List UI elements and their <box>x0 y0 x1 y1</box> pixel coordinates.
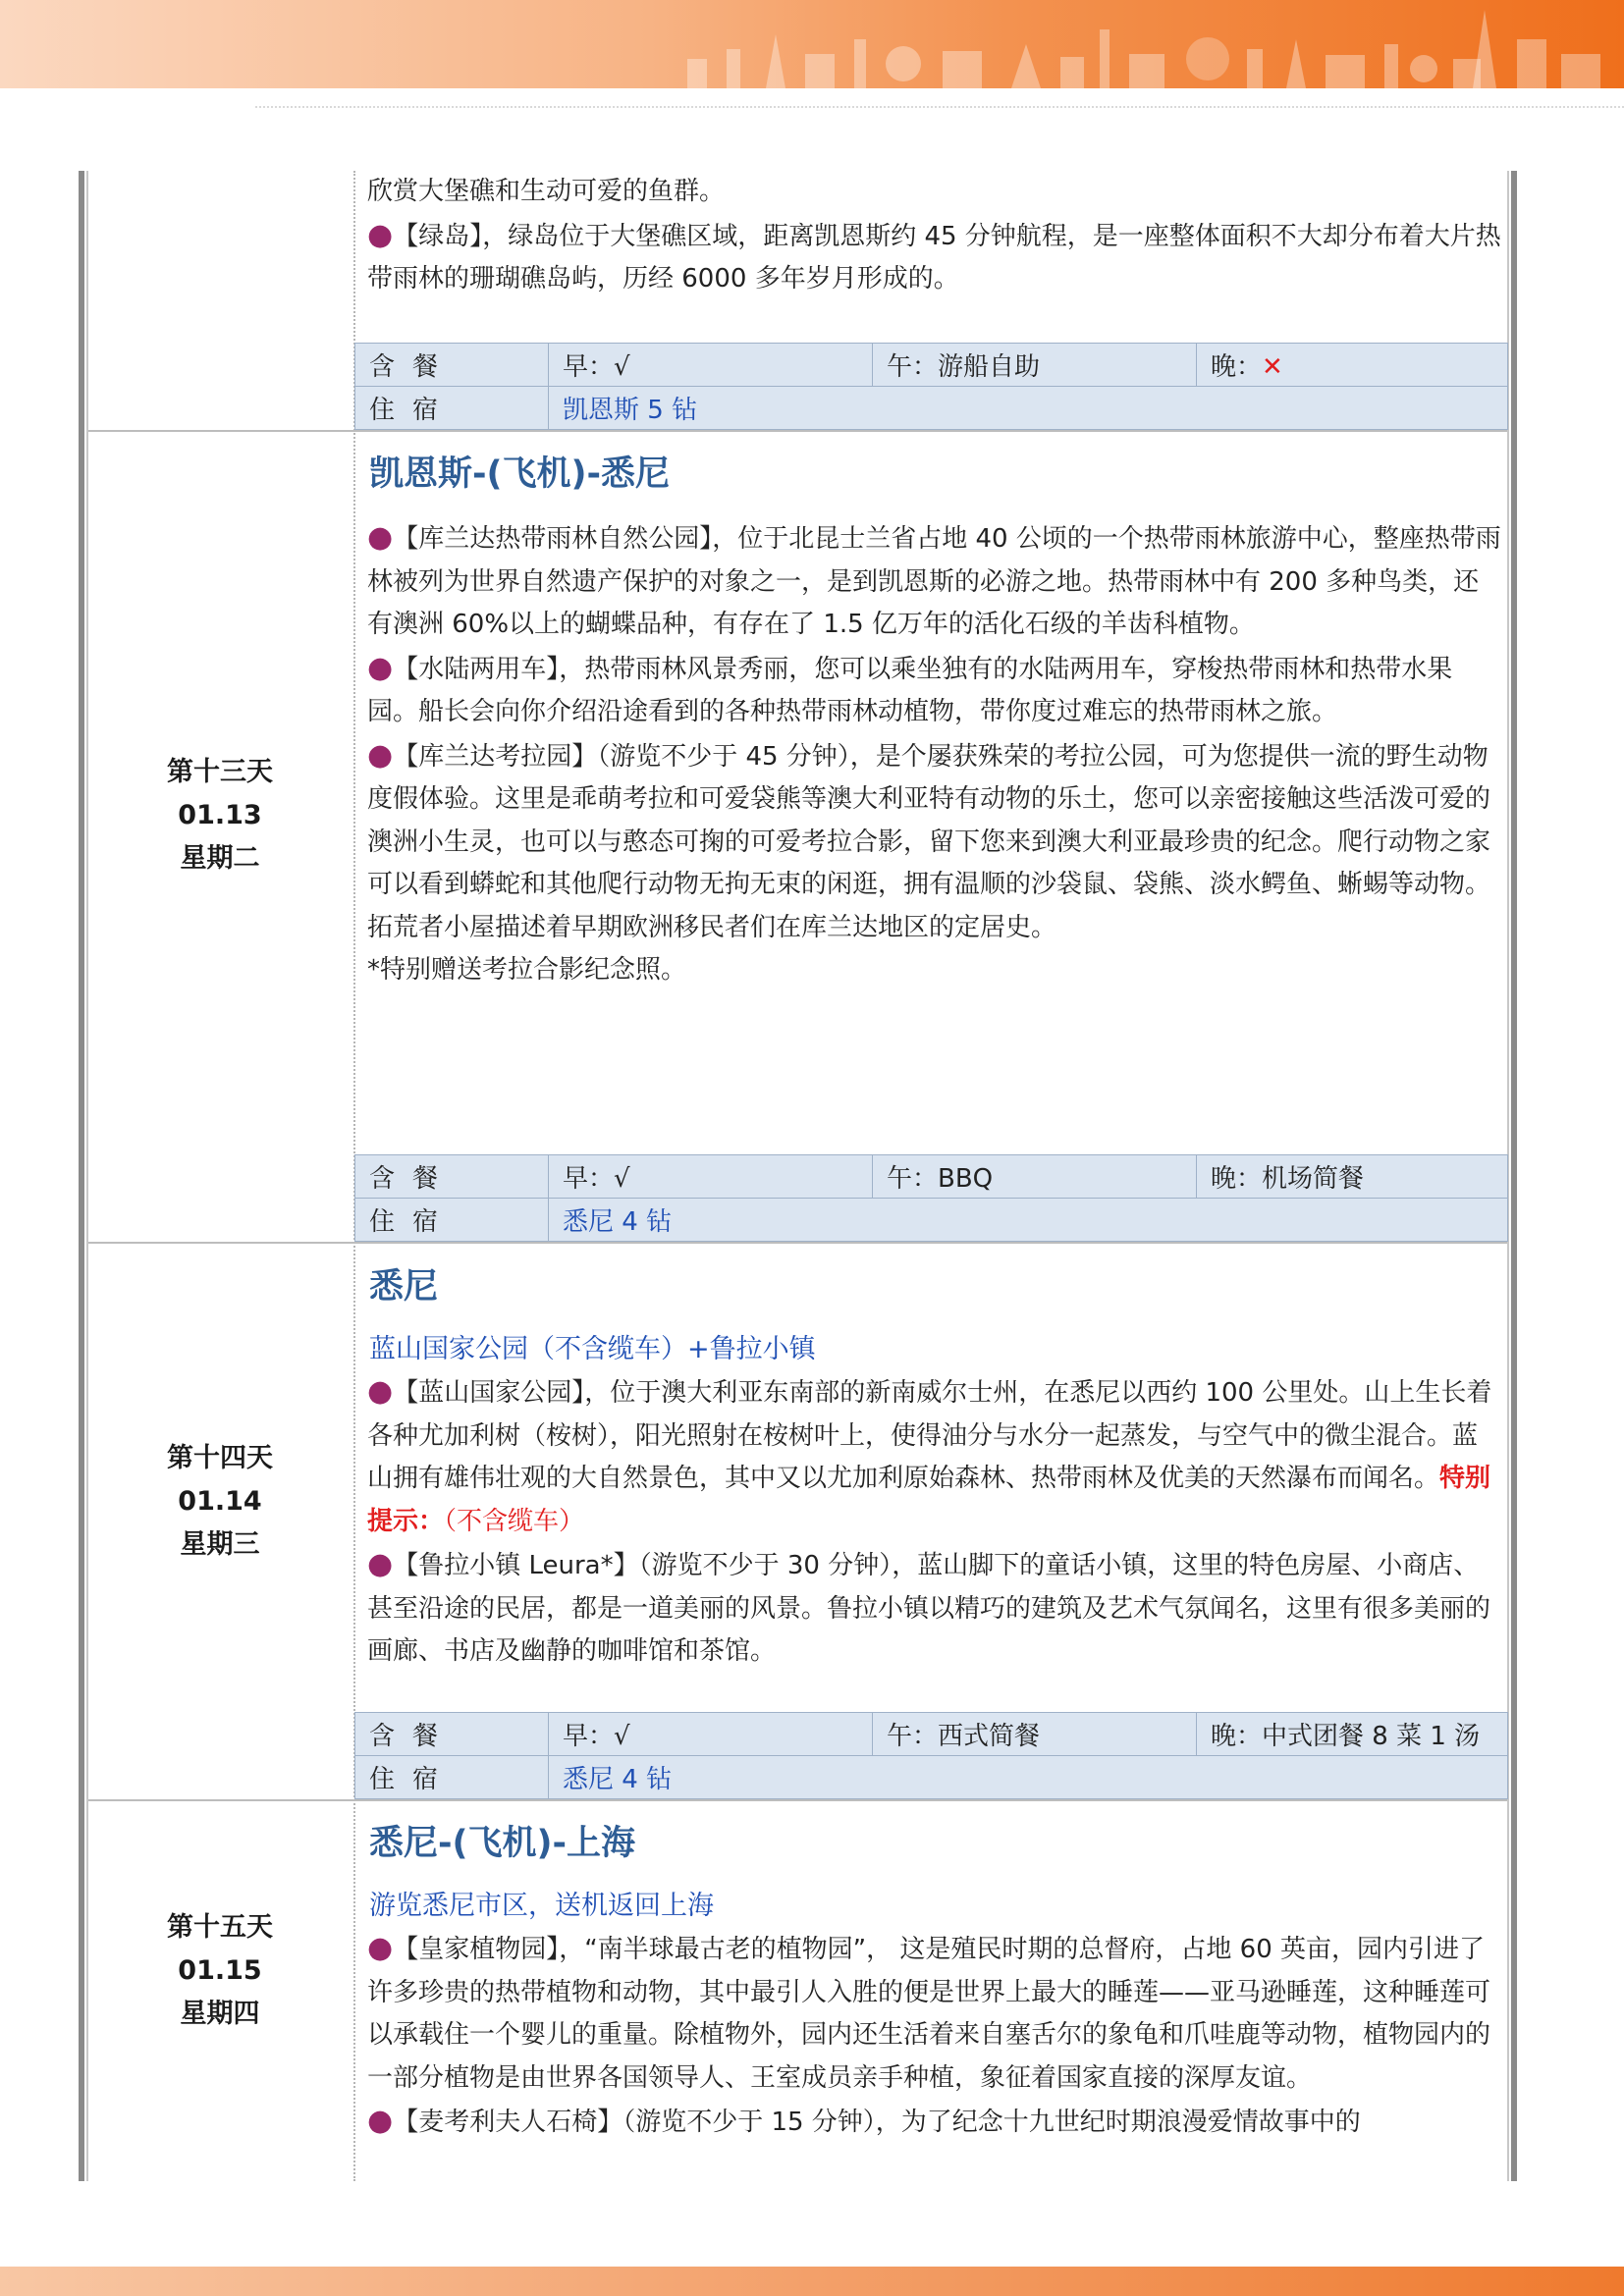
paragraph: 【库兰达热带雨林自然公园】，位于北昆士兰省占地 40 公顷的一个热带雨林旅游中心，整座热带雨林被列为世界自然遗产保护的对象之一，是到凯恩斯的必游之地。热带雨林中有 200 多种鸟类，还有澳洲 60%以上的蝴蝶品种，有存在了 1.5 亿万年的活化石级的羊齿科植物。 <box>367 524 1501 639</box>
hotel-label: 住宿 <box>355 1756 549 1799</box>
cross-icon: ✕ <box>1262 352 1283 382</box>
day-weekday: 星期三 <box>180 1529 260 1560</box>
meal-label: 含餐 <box>355 1713 549 1756</box>
bullet-dot-icon: ● <box>367 1547 394 1581</box>
bullet-dot-icon: ● <box>367 217 394 252</box>
note: *特别赠送考拉合影纪念照。 <box>367 955 687 985</box>
bullet-dot-icon: ● <box>367 650 394 685</box>
lunch-cell: 午：西式简餐 <box>873 1713 1197 1756</box>
frame-inner-line <box>86 171 88 2181</box>
day-number: 第十四天 <box>167 1443 273 1473</box>
day14-label <box>88 1437 352 1567</box>
day-number: 第十五天 <box>167 1912 273 1943</box>
breakfast-cell: 早：√ <box>549 344 873 387</box>
breakfast-cell: 早：√ <box>549 1155 873 1199</box>
day-date: 01.13 <box>178 800 262 830</box>
hotel-row <box>355 1199 1508 1242</box>
city-skyline-decoration <box>0 0 1624 88</box>
day-date: 01.15 <box>178 1955 262 1986</box>
hotel-value: 悉尼 4 钻 <box>549 1756 1508 1799</box>
meal-label: 含餐 <box>355 1155 549 1199</box>
day12-line: 欣赏大堡礁和生动可爱的鱼群。 <box>367 177 726 206</box>
day13-label <box>88 751 352 881</box>
day14-title: 悉尼 <box>369 1267 439 1307</box>
row-separator <box>88 1242 1507 1244</box>
meal-label: 含餐 <box>355 344 549 387</box>
hotel-value: 凯恩斯 5 钻 <box>549 387 1508 430</box>
bullet-dot-icon: ● <box>367 520 394 555</box>
hotel-row <box>355 387 1508 430</box>
breakfast-cell: 早：√ <box>549 1713 873 1756</box>
day12-meal-table <box>354 343 1508 430</box>
bullet-dot-icon: ● <box>367 1374 394 1409</box>
bullet-dot-icon: ● <box>367 737 394 773</box>
paragraph: 【蓝山国家公园】，位于澳大利亚东南部的新南威尔士州，在悉尼以西约 100 公里处。山上生长着各种尤加利树（桉树），阳光照射在桉树叶上，使得油分与水分一起蒸发，与空气中的微尘混合。蓝山拥有雄伟壮观的大自然景色，其中又以尤加利原始森林、热带雨林及优美的天然瀑布而闻名。 <box>367 1378 1492 1493</box>
bullet-dot-icon: ● <box>367 1931 394 1965</box>
day-weekday: 星期四 <box>180 1999 260 2029</box>
day12-content <box>367 171 1502 301</box>
day15-title: 悉尼-(飞机)-上海 <box>369 1824 636 1863</box>
paragraph: 【皇家植物园】，“南半球最古老的植物园”， 这是殖民时期的总督府，占地 60 英亩，园内引进了许多珍贵的热带植物和动物，其中最引人入胜的便是世界上最大的睡莲——亚马逊睡莲，这种睡莲可以承载住一个婴儿的重量。除植物外，园内还生活着来自塞舌尔的象龟和爪哇鹿等动物，植物园内的一部分植物是由世界各国领导人、王室成员亲手种植，象征着国家直接的深厚友谊。 <box>367 1935 1491 2093</box>
lunch-cell: 午：游船自助 <box>873 344 1197 387</box>
day-date: 01.14 <box>178 1486 262 1517</box>
paragraph: 【水陆两用车】，热带雨林风景秀丽，您可以乘坐独有的水陆两用车，穿梭热带雨林和热带水果园。船长会向你介绍沿途看到的各种热带雨林动植物，带你度过难忘的热带雨林之旅。 <box>367 654 1453 726</box>
day13-meal-table <box>354 1154 1508 1242</box>
hotel-label: 住宿 <box>355 387 549 430</box>
day14-content <box>367 1370 1502 1674</box>
hotel-row <box>355 1756 1508 1799</box>
dinner-cell: 晚：中式团餐 8 菜 1 汤 <box>1197 1713 1508 1756</box>
header-dotted-rule <box>255 106 1624 108</box>
day14-meal-table <box>354 1712 1508 1799</box>
dinner-prefix: 晚： <box>1211 352 1263 382</box>
bullet-dot-icon: ● <box>367 2104 394 2138</box>
day-number: 第十三天 <box>167 757 273 787</box>
day-weekday: 星期二 <box>180 843 260 874</box>
meal-row <box>355 1155 1508 1199</box>
day14-subtitle: 蓝山国家公园（不含缆车）+鲁拉小镇 <box>369 1334 816 1364</box>
footer-band <box>0 2267 1624 2296</box>
day15-content <box>367 1927 1502 2181</box>
paragraph: 【鲁拉小镇 Leura*】（游览不少于 30 分钟），蓝山脚下的童话小镇，这里的特色房屋、小商店、甚至沿途的民居，都是一道美丽的风景。鲁拉小镇以精巧的建筑及艺术气氛闻名，这里有很多美丽的画廊、书店及幽静的咖啡馆和茶馆。 <box>367 1551 1491 1666</box>
tip-label: 特别提示： <box>367 1464 1491 1536</box>
hotel-value: 悉尼 4 钻 <box>549 1199 1508 1242</box>
hotel-label: 住宿 <box>355 1199 549 1242</box>
meal-row <box>355 344 1508 387</box>
row-separator <box>88 1799 1507 1801</box>
day15-label <box>88 1906 352 2036</box>
meal-row <box>355 1713 1508 1756</box>
lunch-cell: 午：BBQ <box>873 1155 1197 1199</box>
dinner-cell: 晚：机场简餐 <box>1197 1155 1508 1199</box>
paragraph: 【库兰达考拉园】（游览不少于 45 分钟），是个屡获殊荣的考拉公园，可为您提供一流的野生动物度假体验。这里是乖萌考拉和可爱袋熊等澳大利亚特有动物的乐土，您可以亲密接触这些活泼可爱的澳洲小生灵，也可以与憨态可掬的可爱考拉合影，留下您来到澳大利亚最珍贵的纪念。爬行动物之家可以看到蟒蛇和其他爬行动物无拘无束的闲逛，拥有温顺的沙袋鼠、袋熊、淡水鳄鱼、蜥蜴等动物。拓荒者小屋描述着早期欧洲移民者们在库兰达地区的定居史。 <box>367 741 1491 942</box>
tip-text: （不含缆车） <box>444 1506 585 1536</box>
dinner-cell <box>1197 344 1508 387</box>
paragraph: 【麦考利夫人石椅】（游览不少于 15 分钟），为了纪念十九世纪时期浪漫爱情故事中的 <box>393 2108 1361 2137</box>
day12-line: 【绿岛】，绿岛位于大堡礁区域，距离凯恩斯约 45 分钟航程，是一座整体面积不大却分布着大片热带雨林的珊瑚礁岛屿，历经 6000 多年岁月形成的。 <box>367 221 1501 294</box>
day15-subtitle: 游览悉尼市区，送机返回上海 <box>369 1891 714 1921</box>
day13-title: 凯恩斯-(飞机)-悉尼 <box>369 454 671 494</box>
day13-content <box>367 516 1502 992</box>
row-separator <box>88 430 1507 432</box>
